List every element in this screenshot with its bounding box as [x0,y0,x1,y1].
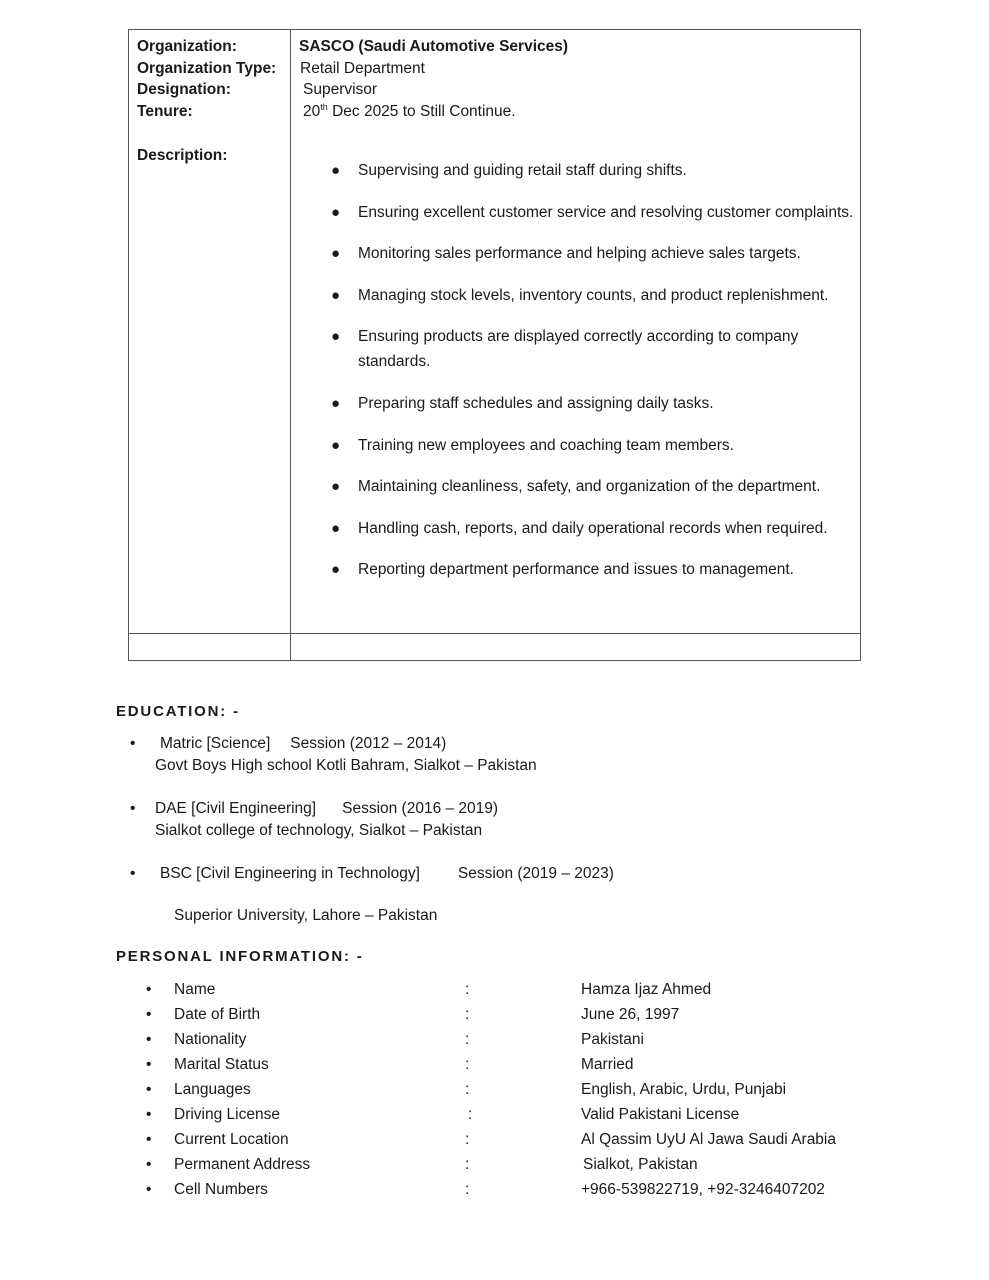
personal-label: Cell Numbers [174,1181,268,1198]
duty-item [324,241,854,266]
colon: : [465,1131,470,1148]
personal-label: Name [174,981,216,998]
education-degree: DAE [Civil Engineering] [155,800,317,817]
duty-text: Maintaining cleanliness, safety, and organization of the department. [358,478,821,496]
personal-value: +966-539822719, +92-3246407202 [581,1181,825,1198]
colon: : [465,1006,470,1023]
bullet-icon: • [146,1106,152,1123]
duty-item [324,516,854,541]
colon: : [465,981,470,998]
bullet-icon: • [146,1056,152,1073]
bullet-icon: • [146,1181,152,1198]
colon: : [465,1031,470,1048]
bullet-icon: ● [331,328,341,346]
tenure-day: 20 [303,103,321,121]
personal-label: Nationality [174,1031,247,1048]
experience-labels [137,36,276,167]
education-institute: Govt Boys High school Kotli Bahram, Sialkot – Pakistan [155,757,537,774]
education-item [130,733,537,777]
bullet-icon: • [130,735,136,752]
duty-text: Handling cash, reports, and daily operational records when required. [358,519,828,537]
colon: : [465,1156,470,1173]
table-row-divider [129,633,860,634]
education-institute: Sialkot college of technology, Sialkot – Pakistan [155,822,483,839]
bullet-icon: • [146,1081,152,1098]
duty-item [324,474,854,499]
education-heading: EDUCATION: - [116,703,240,720]
bullet-icon: ● [331,245,341,263]
table-column-divider [290,30,291,660]
duty-text: Monitoring sales performance and helping achieve sales targets. [358,245,801,263]
bullet-icon: ● [331,162,341,179]
education-session: Session (2016 – 2019) [342,800,499,817]
bullet-icon: • [130,865,136,882]
experience-values [299,36,568,123]
personal-label: Driving License [174,1106,280,1123]
personal-label: Marital Status [174,1056,269,1073]
bullet-icon: • [146,981,152,998]
personal-label: Date of Birth [174,1006,261,1023]
personal-value: English, Arabic, Urdu, Punjabi [581,1081,787,1098]
education-item [130,798,498,842]
personal-value: Al Qassim UyU Al Jawa Saudi Arabia [581,1131,836,1148]
tenure-label: Tenure: [137,103,193,121]
bullet-icon: ● [331,286,341,304]
personal-value: Married [581,1056,634,1073]
personal-value: Pakistani [581,1031,644,1048]
duty-text: Reporting department performance and issues to management. [358,561,794,579]
duty-text: Preparing staff schedules and assigning daily tasks. [358,394,714,412]
tenure-ordinal-suffix: th [320,101,328,112]
duty-item [324,158,854,183]
personal-value: Valid Pakistani License [581,1106,740,1123]
duty-item [324,433,854,458]
personal-value: Sialkot, Pakistan [583,1156,698,1173]
bullet-icon: ● [331,478,341,496]
duty-item [324,557,854,582]
personal-value: June 26, 1997 [581,1006,680,1023]
duty-item [324,391,854,416]
personal-label: Current Location [174,1131,289,1148]
colon: : [465,1081,470,1098]
bullet-icon: ● [331,519,341,537]
personal-value: Hamza Ijaz Ahmed [581,981,712,998]
education-institute: Superior University, Lahore – Pakistan [174,907,438,924]
personal-label: Permanent Address [174,1156,311,1173]
bullet-icon: • [130,800,136,817]
education-degree: BSC [Civil Engineering in Technology] [160,865,420,882]
colon: : [468,1106,473,1123]
bullet-icon: ● [331,394,341,412]
duty-text: Ensuring excellent customer service and resolving customer complaints. [358,203,854,221]
personal-label: Languages [174,1081,251,1098]
education-item [130,863,614,927]
duty-text: Ensuring products are displayed correctly according to company standards. [358,328,799,371]
duty-item [324,324,854,374]
duty-text: Managing stock levels, inventory counts, and product replenishment. [358,286,829,304]
tenure-value [299,101,568,123]
duty-item [324,283,854,308]
bullet-icon: • [146,1156,152,1173]
duties-list [324,158,854,599]
bullet-icon: ● [331,436,341,454]
designation-value: Supervisor [303,81,378,99]
description-label: Description: [137,146,228,164]
colon: : [465,1056,470,1073]
duty-text: Training new employees and coaching team members. [358,436,734,454]
organization-value: SASCO (Saudi Automotive Services) [299,38,569,55]
education-degree: Matric [Science] [160,735,271,752]
bullet-icon: • [146,1031,152,1048]
personal-information-heading: PERSONAL INFORMATION: - [116,948,364,965]
bullet-icon: ● [331,203,341,221]
duty-item [324,200,854,225]
colon: : [465,1181,470,1198]
organization-label: Organization: [137,38,237,55]
education-session: Session (2019 – 2023) [457,865,614,882]
bullet-icon: • [146,1131,152,1148]
bullet-icon: • [146,1006,152,1023]
bullet-icon: ● [331,561,341,579]
tenure-rest: Dec 2025 to Still Continue. [327,103,516,121]
education-session: Session (2012 – 2014) [290,735,447,752]
organization-type-value: Retail Department [300,59,425,77]
experience-table [128,29,861,661]
organization-type-label: Organization Type: [137,59,277,77]
duty-text: Supervising and guiding retail staff during shifts. [358,162,687,179]
designation-label: Designation: [137,81,231,99]
